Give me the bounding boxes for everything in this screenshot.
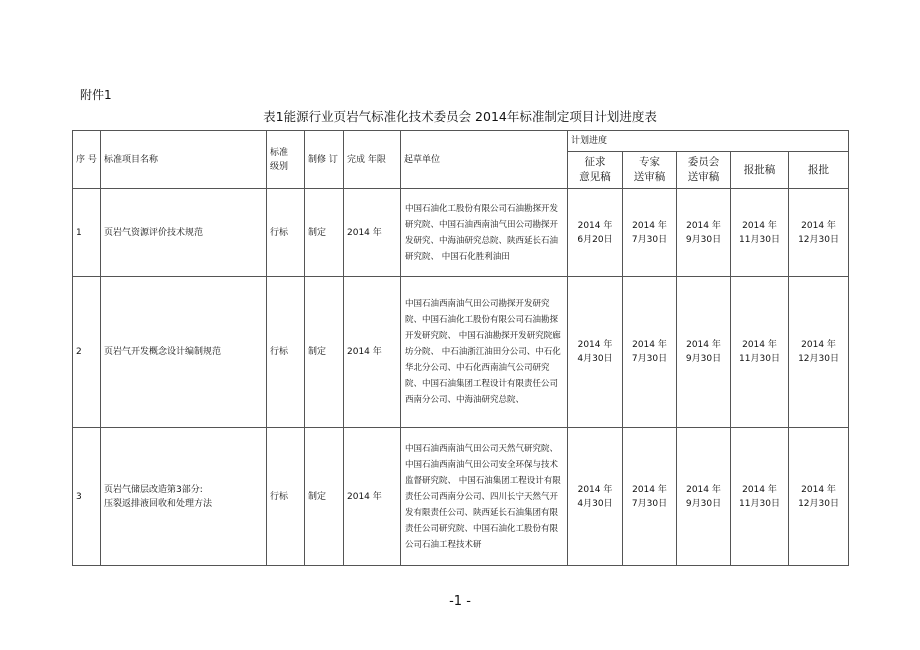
cell-level: 行标 [267, 428, 305, 566]
cell-revise: 制定 [305, 428, 344, 566]
table-row [73, 428, 849, 566]
cell-date: 2014 年 7月30日 [623, 189, 677, 277]
cell-deadline: 2014 年 [344, 277, 401, 428]
cell-level: 行标 [267, 277, 305, 428]
cell-date: 2014 年 9月30日 [677, 277, 731, 428]
header-stage: 报批 [789, 152, 849, 189]
plan-table [72, 130, 849, 566]
cell-date: 2014 年 11月30日 [731, 189, 789, 277]
cell-seq: 3 [73, 428, 101, 566]
page-number: -1 - [449, 594, 471, 609]
cell-seq: 2 [73, 277, 101, 428]
cell-level: 行标 [267, 189, 305, 277]
cell-deadline: 2014 年 [344, 189, 401, 277]
cell-deadline: 2014 年 [344, 428, 401, 566]
header-stage: 征求 意见稿 [568, 152, 623, 189]
cell-date: 2014 年 9月30日 [677, 428, 731, 566]
table-row [73, 189, 849, 277]
header-name: 标准项目名称 [101, 131, 267, 189]
cell-date: 2014 年 9月30日 [677, 189, 731, 277]
header-deadline: 完成 年限 [344, 131, 401, 189]
cell-date: 2014 年 4月30日 [568, 428, 623, 566]
cell-seq: 1 [73, 189, 101, 277]
cell-date: 2014 年 7月30日 [623, 277, 677, 428]
cell-drafter: 中国石油西南油气田公司天然气研究院、中国石油西南油气田公司安全环保与技术监督研究院、 中国石油集团工程设计有限责任公司西南分公司、四川长宁天然气开发有限责任公司、陕西延长石油集团有限责任公司研究院、中国石油化工股份有限公司石油工程技术研 [401, 428, 568, 566]
cell-date: 2014 年 11月30日 [731, 277, 789, 428]
attachment-label: 附件1 [80, 88, 112, 102]
cell-date: 2014 年 6月20日 [568, 189, 623, 277]
table-title: 表1能源行业页岩气标准化技术委员会 2014年标准制定项目计划进度表 [263, 109, 657, 124]
cell-date: 2014 年 12月30日 [789, 189, 849, 277]
cell-date: 2014 年 11月30日 [731, 428, 789, 566]
cell-drafter: 中国石油化工股份有限公司石油勘探开发研究院、中国石油西南油气田公司勘探开发研究、中海油研究总院、陕西延长石油研究院、 中国石化胜利油田 [401, 189, 568, 277]
cell-date: 2014 年 12月30日 [789, 277, 849, 428]
table-row [73, 277, 849, 428]
header-stage: 专家 送审稿 [623, 152, 677, 189]
header-seq: 序 号 [73, 131, 101, 189]
cell-name: 页岩气开发概念设计编制规范 [101, 277, 267, 428]
header-stage: 报批稿 [731, 152, 789, 189]
cell-revise: 制定 [305, 277, 344, 428]
cell-date: 2014 年 12月30日 [789, 428, 849, 566]
cell-revise: 制定 [305, 189, 344, 277]
cell-drafter: 中国石油西南油气田公司勘探开发研究院、中国石油化工股份有限公司石油勘探开发研究院、 中国石油勘探开发研究院廊坊分院、 中石油浙江油田分公司、中石化华北分公司、中石化西南油气公司研究院、中国石油集团工程设计有限责任公司西南分公司、中海油研究总院、 [401, 277, 568, 428]
header-plan-progress: 计划进度 [568, 131, 849, 152]
cell-date: 2014 年 4月30日 [568, 277, 623, 428]
header-level: 标准 级别 [267, 131, 305, 189]
header-drafter: 起草单位 [401, 131, 568, 189]
cell-name: 页岩气资源评价技术规范 [101, 189, 267, 277]
header-revise: 制修 订 [305, 131, 344, 189]
cell-name: 页岩气储层改造第3部分: 压裂返排液回收和处理方法 [101, 428, 267, 566]
header-stage: 委员会 送审稿 [677, 152, 731, 189]
cell-date: 2014 年 7月30日 [623, 428, 677, 566]
